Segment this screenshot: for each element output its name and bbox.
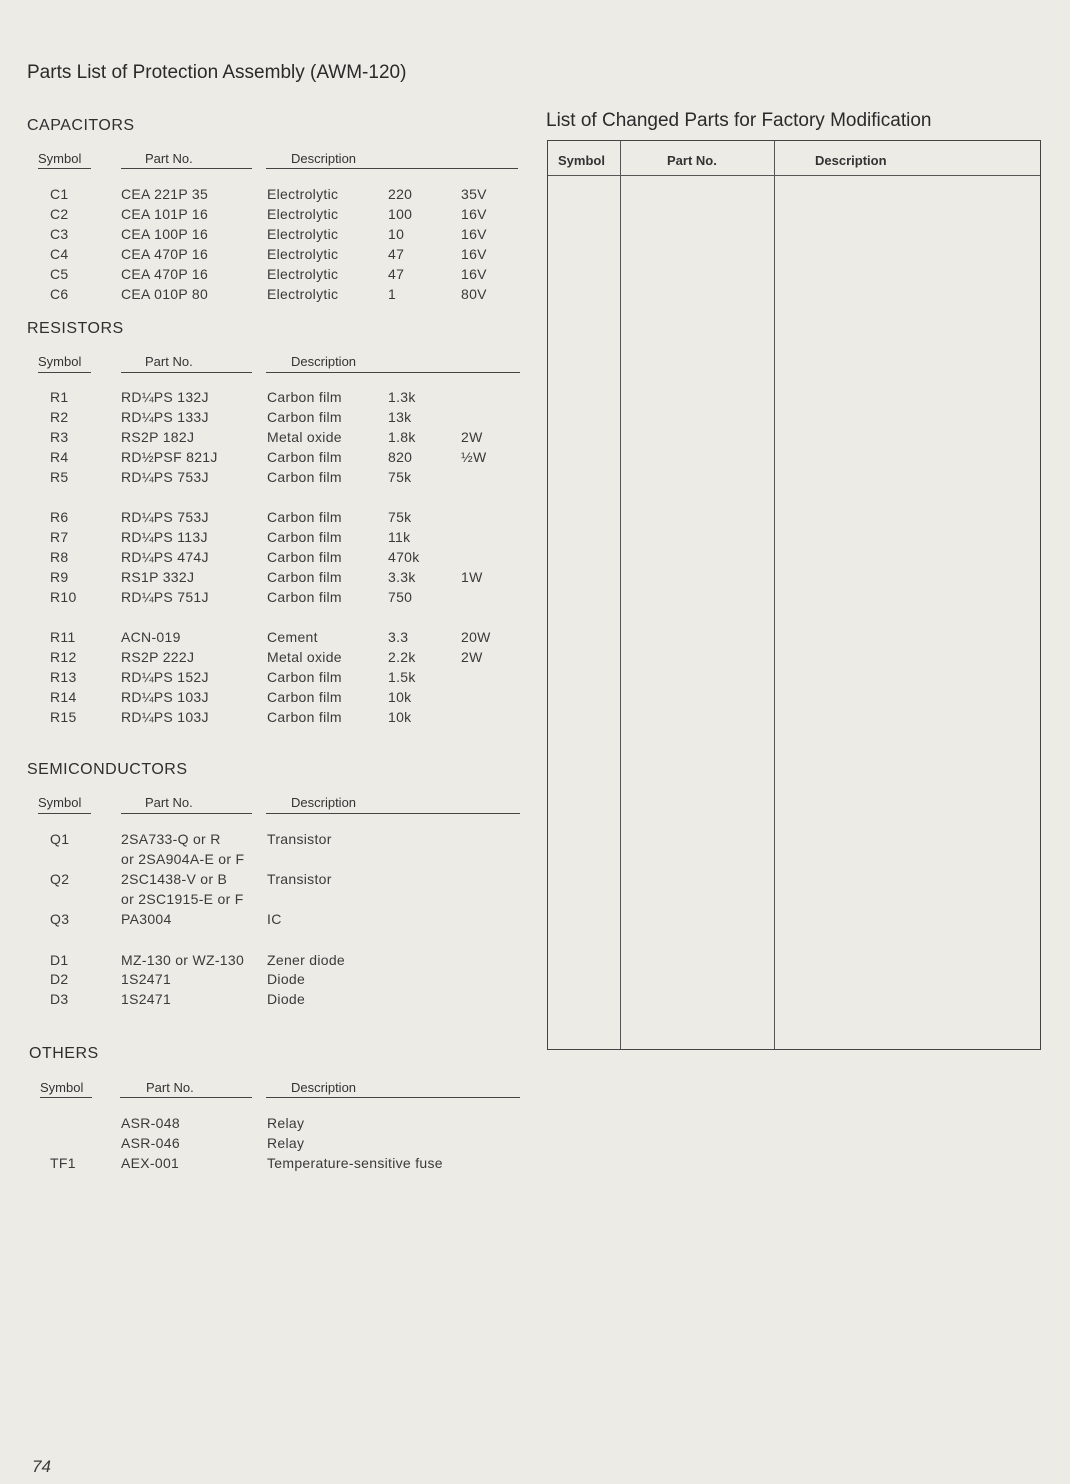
semiconductors-partno-header: Part No. [145, 795, 193, 810]
part-number-cell: RD¼PS 103J [121, 689, 209, 705]
symbol-cell: R9 [50, 569, 69, 585]
part-number-cell: RD¼PS 753J [121, 469, 209, 485]
description-cell: Zener diode [267, 952, 346, 968]
part-number-cell: CEA 470P 16 [121, 246, 209, 262]
others-title: OTHERS [29, 1045, 99, 1062]
description-cell: Temperature-sensitive fuse [267, 1155, 443, 1171]
description-cell: Carbon film [267, 529, 342, 545]
part-number-cell: RD¼PS 474J [121, 549, 209, 565]
value-cell: 3.3 [388, 629, 409, 645]
resistors-description-header: Description [291, 354, 357, 369]
symbol-cell: R5 [50, 469, 69, 485]
capacitors-partno-header: Part No. [145, 151, 193, 166]
description-cell: Carbon film [267, 449, 342, 465]
symbol-cell: R6 [50, 509, 69, 525]
others-symbol-rule [40, 1097, 92, 1098]
changed-parts-table [547, 140, 1041, 1050]
symbol-cell: C1 [50, 186, 69, 202]
value-cell: 13k [388, 409, 412, 425]
value-cell: 75k [388, 469, 412, 485]
rating-cell: 20W [461, 629, 491, 645]
rating-cell: 80V [461, 286, 487, 302]
description-cell: Carbon film [267, 689, 342, 705]
symbol-cell: D1 [50, 952, 69, 968]
symbol-cell: R14 [50, 689, 77, 705]
changed-parts-title: List of Changed Parts for Factory Modification [546, 110, 932, 131]
symbol-cell: R4 [50, 449, 69, 465]
part-number-cell: 1S2471 [121, 971, 172, 987]
description-cell: Carbon film [267, 709, 342, 725]
description-cell: Electrolytic [267, 266, 339, 282]
semiconductors-description-rule [266, 813, 520, 814]
rating-cell: 35V [461, 186, 487, 202]
changed-parts-divider [774, 141, 775, 1049]
value-cell: 220 [388, 186, 413, 202]
description-cell: IC [267, 911, 282, 927]
changed-parts-symbol-header: Symbol [558, 153, 605, 168]
value-cell: 10k [388, 689, 412, 705]
symbol-cell: TF1 [50, 1155, 76, 1171]
others-symbol-header: Symbol [40, 1080, 84, 1095]
resistors-symbol-header: Symbol [38, 354, 82, 369]
resistors-description-rule [266, 372, 520, 373]
description-cell: Electrolytic [267, 246, 339, 262]
resistors-partno-header: Part No. [145, 354, 193, 369]
others-description-rule [266, 1097, 520, 1098]
description-cell: Carbon film [267, 409, 342, 425]
semiconductors-title: SEMICONDUCTORS [27, 761, 188, 778]
capacitors-title: CAPACITORS [27, 117, 135, 134]
rating-cell: 16V [461, 226, 487, 242]
symbol-cell: C6 [50, 286, 69, 302]
symbol-cell: C3 [50, 226, 69, 242]
value-cell: 10 [388, 226, 405, 242]
value-cell: 1.8k [388, 429, 416, 445]
resistors-partno-rule [121, 372, 252, 373]
changed-parts-header-rule [548, 175, 1040, 176]
changed-parts-divider [620, 141, 621, 1049]
value-cell: 820 [388, 449, 413, 465]
description-cell: Carbon film [267, 669, 342, 685]
value-cell: 1.5k [388, 669, 416, 685]
part-number-cell: ASR-048 [121, 1115, 180, 1131]
part-number-cell: RD¼PS 113J [121, 529, 208, 545]
part-number-cell: ASR-046 [121, 1135, 180, 1151]
value-cell: 750 [388, 589, 413, 605]
description-cell: Relay [267, 1135, 305, 1151]
value-cell: 100 [388, 206, 413, 222]
resistors-symbol-rule [38, 372, 91, 373]
part-number-cell: 2SA733-Q or R [121, 831, 221, 847]
value-cell: 1.3k [388, 389, 416, 405]
page-number: 74 [32, 1457, 51, 1476]
rating-cell: 16V [461, 206, 487, 222]
changed-parts-description-header: Description [815, 153, 887, 168]
part-number-cell: RD¼PS 753J [121, 509, 209, 525]
description-cell: Transistor [267, 871, 332, 887]
rating-cell: 1W [461, 569, 483, 585]
value-cell: 11k [388, 529, 411, 545]
semiconductors-description-header: Description [291, 795, 357, 810]
part-number-alternate: or 2SC1915-E or F [121, 891, 244, 907]
description-cell: Transistor [267, 831, 332, 847]
description-cell: Metal oxide [267, 649, 342, 665]
description-cell: Metal oxide [267, 429, 342, 445]
changed-parts-partno-header: Part No. [667, 153, 717, 168]
resistors-title: RESISTORS [27, 320, 124, 337]
page-title: Parts List of Protection Assembly (AWM-120) [27, 62, 407, 83]
symbol-cell: R10 [50, 589, 77, 605]
symbol-cell: D3 [50, 991, 69, 1007]
symbol-cell: R1 [50, 389, 69, 405]
part-number-cell: RD¼PS 751J [121, 589, 209, 605]
rating-cell: ½W [461, 449, 487, 465]
value-cell: 47 [388, 246, 405, 262]
semiconductors-symbol-rule [38, 813, 91, 814]
part-number-cell: RS1P 332J [121, 569, 195, 585]
symbol-cell: R12 [50, 649, 77, 665]
symbol-cell: C4 [50, 246, 69, 262]
semiconductors-partno-rule [121, 813, 252, 814]
symbol-cell: R3 [50, 429, 69, 445]
value-cell: 3.3k [388, 569, 416, 585]
rating-cell: 2W [461, 429, 483, 445]
value-cell: 2.2k [388, 649, 416, 665]
description-cell: Electrolytic [267, 186, 339, 202]
symbol-cell: R8 [50, 549, 69, 565]
others-partno-header: Part No. [146, 1080, 194, 1095]
symbol-cell: Q3 [50, 911, 70, 927]
rating-cell: 16V [461, 246, 487, 262]
symbol-cell: C5 [50, 266, 69, 282]
part-number-cell: ACN-019 [121, 629, 181, 645]
part-number-cell: 1S2471 [121, 991, 172, 1007]
symbol-cell: Q1 [50, 831, 70, 847]
description-cell: Carbon film [267, 569, 342, 585]
value-cell: 75k [388, 509, 412, 525]
description-cell: Carbon film [267, 509, 342, 525]
capacitors-description-header: Description [291, 151, 357, 166]
description-cell: Carbon film [267, 589, 342, 605]
description-cell: Cement [267, 629, 318, 645]
part-number-cell: PA3004 [121, 911, 172, 927]
value-cell: 10k [388, 709, 412, 725]
symbol-cell: R11 [50, 629, 76, 645]
capacitors-symbol-header: Symbol [38, 151, 82, 166]
part-number-cell: RD¼PS 103J [121, 709, 209, 725]
value-cell: 47 [388, 266, 405, 282]
semiconductors-symbol-header: Symbol [38, 795, 82, 810]
capacitors-description-rule [266, 168, 518, 169]
description-cell: Carbon film [267, 469, 342, 485]
description-cell: Diode [267, 991, 306, 1007]
part-number-cell: 2SC1438-V or B [121, 871, 228, 887]
capacitors-partno-rule [121, 168, 252, 169]
value-cell: 1 [388, 286, 397, 302]
part-number-cell: RS2P 222J [121, 649, 195, 665]
description-cell: Electrolytic [267, 206, 339, 222]
value-cell: 470k [388, 549, 420, 565]
description-cell: Relay [267, 1115, 305, 1131]
rating-cell: 2W [461, 649, 483, 665]
part-number-cell: RD¼PS 152J [121, 669, 209, 685]
symbol-cell: D2 [50, 971, 69, 987]
part-number-cell: RD½PSF 821J [121, 449, 218, 465]
part-number-cell: RS2P 182J [121, 429, 195, 445]
others-description-header: Description [291, 1080, 357, 1095]
symbol-cell: C2 [50, 206, 69, 222]
part-number-cell: CEA 221P 35 [121, 186, 209, 202]
others-partno-rule [120, 1097, 252, 1098]
part-number-cell: AEX-001 [121, 1155, 180, 1171]
part-number-cell: MZ-130 or WZ-130 [121, 952, 245, 968]
part-number-cell: RD¼PS 132J [121, 389, 209, 405]
symbol-cell: Q2 [50, 871, 70, 887]
rating-cell: 16V [461, 266, 487, 282]
symbol-cell: R15 [50, 709, 77, 725]
description-cell: Carbon film [267, 549, 342, 565]
capacitors-symbol-rule [38, 168, 91, 169]
description-cell: Electrolytic [267, 226, 339, 242]
symbol-cell: R13 [50, 669, 77, 685]
description-cell: Electrolytic [267, 286, 339, 302]
description-cell: Diode [267, 971, 306, 987]
part-number-cell: CEA 010P 80 [121, 286, 209, 302]
part-number-cell: CEA 101P 16 [121, 206, 209, 222]
symbol-cell: R7 [50, 529, 69, 545]
part-number-cell: CEA 100P 16 [121, 226, 209, 242]
description-cell: Carbon film [267, 389, 342, 405]
part-number-alternate: or 2SA904A-E or F [121, 851, 245, 867]
symbol-cell: R2 [50, 409, 69, 425]
part-number-cell: RD¼PS 133J [121, 409, 209, 425]
part-number-cell: CEA 470P 16 [121, 266, 209, 282]
